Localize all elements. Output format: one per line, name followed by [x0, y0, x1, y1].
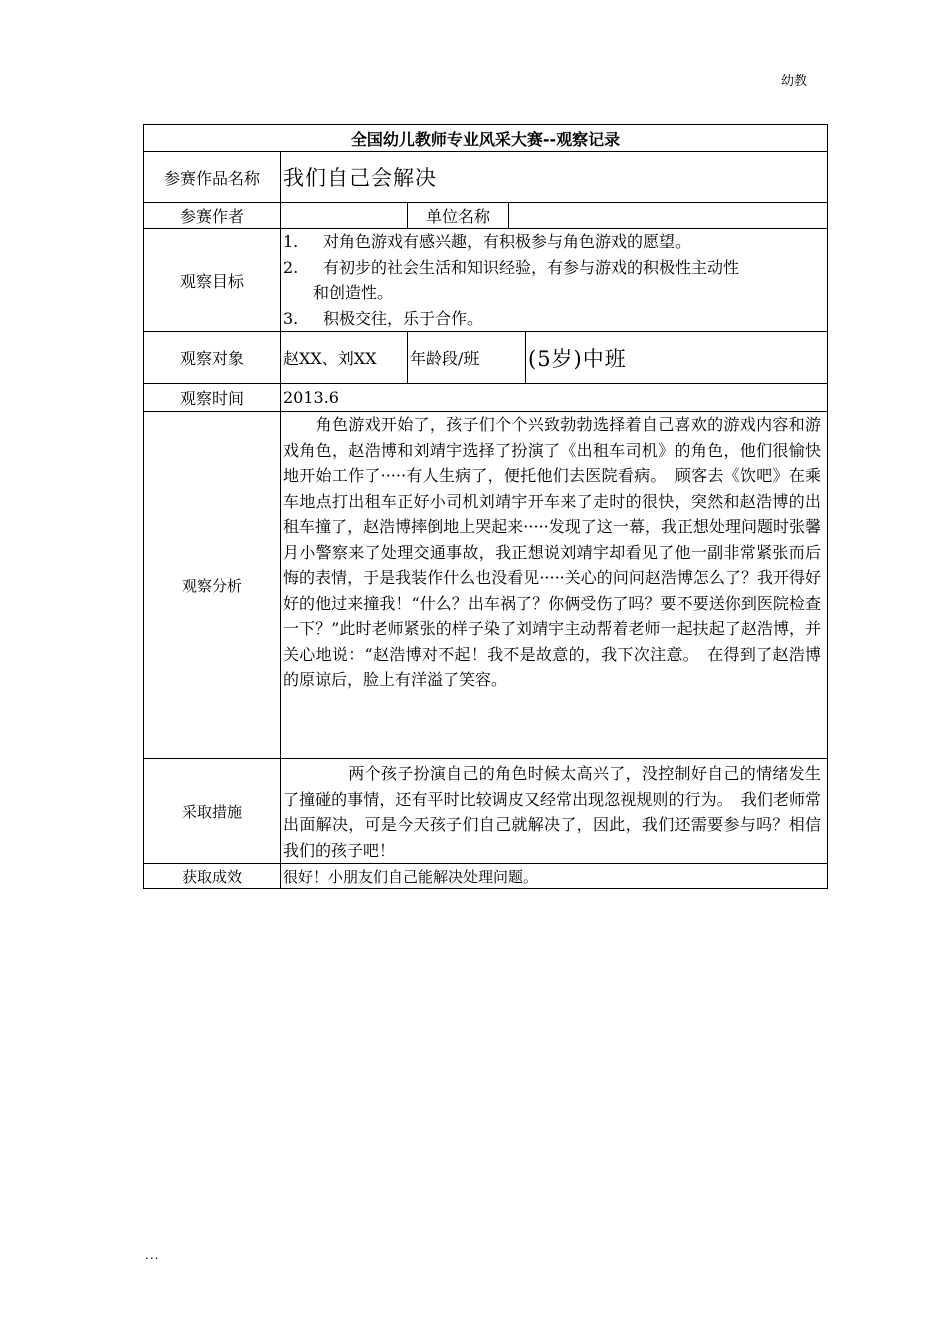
unit-label: 单位名称: [408, 203, 509, 229]
measure-label: 采取措施: [144, 759, 281, 864]
goal-item: [283, 306, 821, 332]
goal-text: 有初步的社会生活和知识经验，有参与游戏的积极性主动性: [323, 257, 740, 277]
work-name-value: 我们自己会解决: [281, 152, 828, 203]
goal-item: [283, 255, 821, 281]
header-tag: 幼教: [780, 74, 807, 89]
goal-number: 1.: [283, 232, 299, 251]
measure-text: 两个孩子扮演自己的角色时候太高兴了，没控制好自己的情绪发生了撞碰的事情，还有平时比较调皮又经常出现忽视规则的行为。 我们老师常出面解决，可是今天孩子们自己就解决了，因此，我们还需要参与吗？相信我们的孩子吧！: [281, 759, 828, 864]
footer-dots: ...: [145, 1248, 160, 1262]
work-name-label: 参赛作品名称: [144, 152, 281, 203]
goal-text-continuation: 和创造性。: [313, 283, 394, 302]
age-label: 年龄段/班: [408, 332, 526, 384]
goal-item: [283, 229, 821, 255]
analysis-text: 角色游戏开始了，孩子们个个兴致勃勃选择着自己喜欢的游戏内容和游戏角色，赵浩博和刘靖宇选择了扮演了《出租车司机》的角色，他们很愉快地开始工作了·····有人生病了，便托他们去医院看病。 顾客去《饮吧》在乘车地点打出租车正好小司机刘靖宇开车来了走时的很快，突然和赵浩博的出租车撞了，赵浩博摔倒地上哭起来·····发现了这一幕，我正想处理问题时张馨月小警察来了处理交通事故，我正想说刘靖宇却看见了他一副非常紧张而后悔的表情，于是我装作什么也没看见·····关心的问问赵浩博怎么了？我开得好好的他过来撞我！“什么？出车祸了？你俩受伤了吗？要不要送你到医院检查一下？”此时老师紧张的样子染了刘靖宇主动帮着老师一起扶起了赵浩博，并关心地说：“赵浩博对不起！我不是故意的，我下次注意。 在得到了赵浩博的原谅后，脸上有洋溢了笑容。: [281, 412, 828, 759]
analysis-label: 观察分析: [144, 412, 281, 759]
goal-number: 2.: [283, 257, 299, 277]
time-value: 2013.6: [281, 384, 828, 412]
author-label: 参赛作者: [144, 203, 281, 229]
goal-text: 对角色游戏有感兴趣，有积极参与角色游戏的愿望。: [323, 232, 692, 251]
unit-value: [509, 203, 828, 229]
observation-record-table: [143, 124, 828, 889]
goal-number: 3.: [283, 308, 299, 328]
goal-list: [281, 229, 828, 332]
target-label: 观察对象: [144, 332, 281, 384]
table-title: 全国幼儿教师专业风采大赛--观察记录: [144, 125, 828, 152]
time-label: 观察时间: [144, 384, 281, 412]
target-value: 赵XX、刘XX: [281, 332, 408, 384]
age-value: (5岁)中班: [526, 332, 828, 384]
goal-text: 积极交往，乐于合作。: [323, 308, 484, 328]
goal-label: 观察目标: [144, 229, 281, 332]
result-label: 获取成效: [144, 864, 281, 889]
author-value: [281, 203, 408, 229]
result-value: 很好！小朋友们自己能解决处理问题。: [281, 864, 828, 889]
